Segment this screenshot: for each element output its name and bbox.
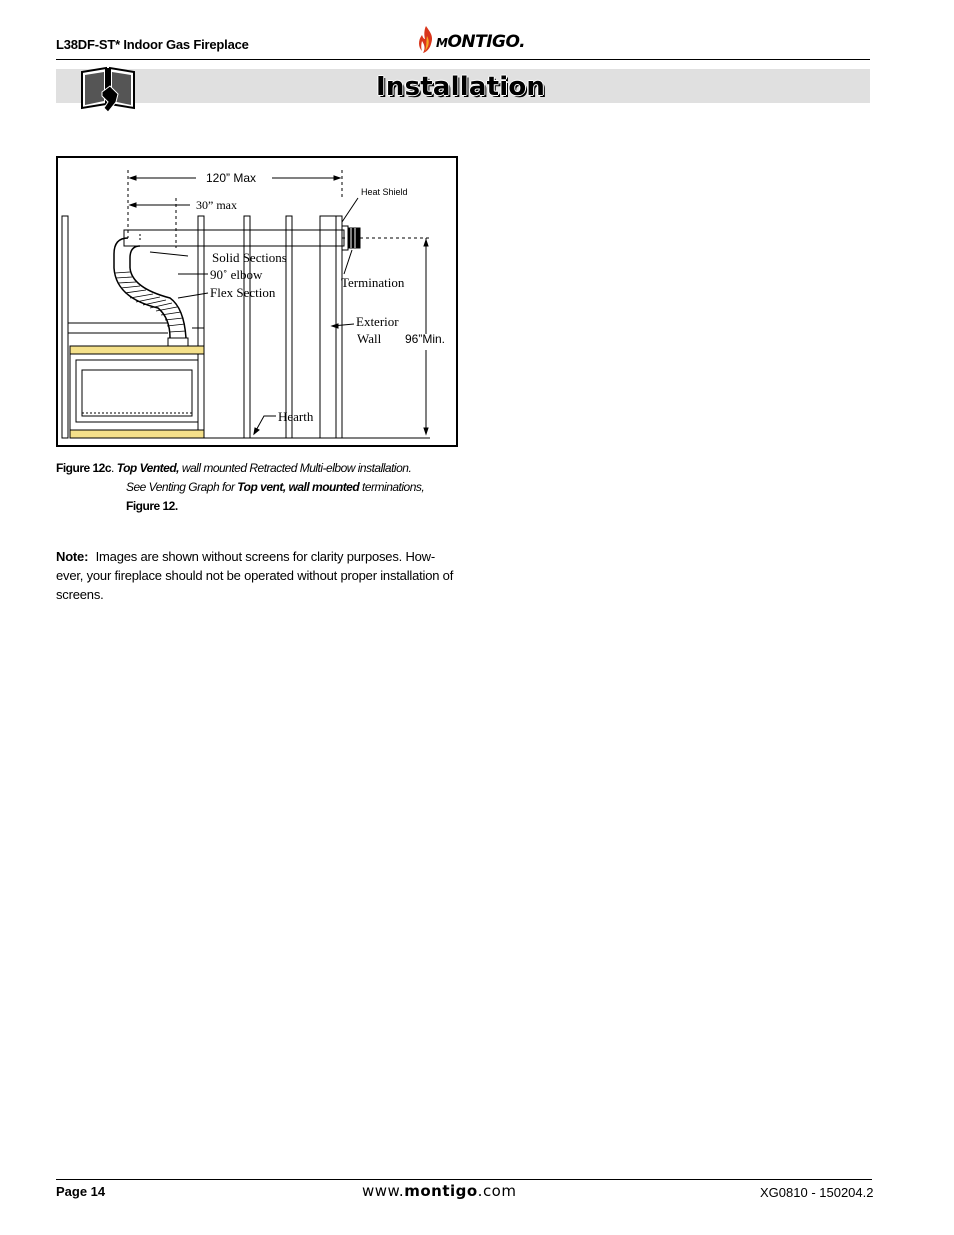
site-brand: montigo: [404, 1182, 478, 1200]
montigo-logo: [418, 22, 525, 54]
manual-book-icon: [80, 62, 136, 114]
caption-period: .: [111, 461, 117, 475]
label-elbow: 90˚ elbow: [210, 267, 263, 282]
label-96-min: 96”Min.: [405, 332, 446, 346]
site-suffix: .com: [477, 1182, 517, 1200]
label-flex-section: Flex Section: [210, 285, 276, 300]
venting-diagram: [58, 158, 456, 445]
caption-figure-ref: Figure 12.: [126, 499, 178, 513]
document-code: XG0810 - 150204.2: [760, 1185, 874, 1200]
logo-dot: .: [519, 32, 526, 52]
label-exterior: Exterior: [356, 314, 399, 329]
caption-line2-emphasis: Top vent, wall mounted: [237, 480, 360, 494]
section-title: Installation: [376, 72, 546, 102]
label-30-max: 30” max: [196, 198, 237, 212]
figure-caption: [56, 459, 456, 516]
label-solid-sections: Solid Sections: [212, 250, 287, 265]
page-number: Page 14: [56, 1184, 106, 1199]
note-paragraph: [56, 547, 456, 604]
logo-name: ONTIGO: [447, 32, 520, 52]
note-text: Images are shown without screens for clarity purposes. How-ever, your fireplace should not be operated without proper installation of screens.: [56, 549, 454, 602]
caption-emphasis: Top Vented,: [116, 461, 179, 475]
label-termination: Termination: [341, 275, 405, 290]
site-prefix: www.: [362, 1182, 405, 1200]
caption-line2: See Venting Graph for: [126, 480, 238, 494]
label-hearth: Hearth: [278, 409, 314, 424]
caption-text: wall mounted Retracted Multi-elbow installation.: [178, 461, 412, 475]
label-120-max: 120” Max: [206, 171, 257, 185]
website-link[interactable]: [362, 1182, 516, 1200]
header-rule: [56, 59, 870, 60]
note-label: Note:: [56, 549, 89, 564]
document-title: L38DF-ST* Indoor Gas Fireplace: [56, 37, 249, 52]
logo-initial: M: [436, 36, 448, 50]
label-heat-shield: Heat Shield: [361, 187, 408, 197]
caption-line2-end: terminations,: [359, 480, 425, 494]
footer-rule: [56, 1179, 872, 1180]
flame-icon: [418, 26, 434, 54]
caption-label: Figure 12c: [56, 461, 112, 475]
label-wall: Wall: [357, 331, 382, 346]
